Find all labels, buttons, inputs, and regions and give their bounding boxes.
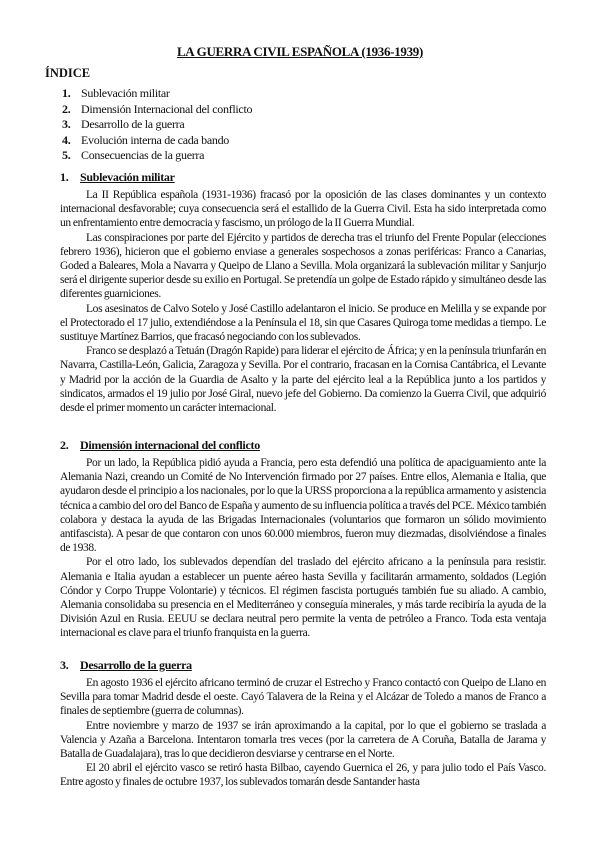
section-number: 2. xyxy=(60,438,69,452)
section-number: 3. xyxy=(60,658,69,672)
index-item xyxy=(62,117,252,133)
index-item xyxy=(62,102,252,118)
paragraph: Franco se desplazó a Tetuán (Dragón Rapide) para liderar el ejército de África; y en la península triunfarán en Navarra, Castilla-León, Galicia, Zaragoza y Sevilla. Por el contrario, fracasan en la Cornisa Cantábrica, el Levante y Madrid por la acción de la Guardia de Asalto y la parte del ejército leal a la República junto a los partidos y sindicatos, armados el 19 julio por José Giral, nuevo jefe del Gobierno. Da comienzo la Guerra Civil, que adquirió desde el primer momento un carácter internacional. xyxy=(60,345,546,415)
index-item xyxy=(62,133,252,149)
index-item-number: 4. xyxy=(62,132,71,147)
paragraph: Los asesinatos de Calvo Sotelo y José Castillo adelantaron el inicio. Se produce en Melilla y se expande por el Protectorado el 17 julio, extendiéndose a la Península el 18, sin que Casares Quiroga tome medidas a tiempo. Le sustituye Martínez Barrios, que fracasó negociando con los sublevados. xyxy=(60,302,546,344)
index-item-number: 5. xyxy=(62,148,71,162)
index-item xyxy=(62,148,252,164)
index-item-label: Sublevación militar xyxy=(81,86,170,100)
section-number: 1. xyxy=(60,170,69,184)
index-heading: ÍNDICE xyxy=(45,66,91,80)
paragraph: Por el otro lado, los sublevados dependían del traslado del ejército africano a la península para resistir. Alemania e Italia ayudan a establecer un puente aéreo hasta Sevilla y facilitarán armamento, soldados (Legión Cóndor y Corpo Truppe Volontarie) y técnicos. El régimen fascista portugués también fue su aliado. A cambio, Alemania consolidaba su presencia en el Mediterráneo y conseguía minerales, y más tarde recibiría la ayuda de la División Azul en Rusia. EEUU se declara neutral pero permite la venta de petróleo a Franco. Toda esta ventaja internacional es clave para el triunfo franquista en la guerra. xyxy=(60,556,546,640)
index-list xyxy=(62,86,252,164)
section-sublevacion xyxy=(60,170,546,415)
section-dimension-internacional xyxy=(60,438,546,641)
index-item xyxy=(62,86,252,102)
index-item-label: Evolución interna de cada bando xyxy=(81,132,229,147)
document-title: LA GUERRA CIVIL ESPAÑOLA (1936-1939) xyxy=(176,44,424,59)
section-title: Sublevación militar xyxy=(80,170,175,184)
paragraph: El 20 abril el ejército vasco se retiró hasta Bilbao, cayendo Guernica el 26, y para julio todo el País Vasco. Entre agosto y finales de octubre 1937, los sublevados tomarán desde Santander hasta xyxy=(60,762,546,789)
index-item-number: 2. xyxy=(62,101,71,116)
paragraph: Entre noviembre y marzo de 1937 se irán aproximando a la capital, por lo que el gobierno se traslada a Valencia y Azaña a Barcelona. Intentaron tomarla tres veces (por la carretera de A Coruña, Batalla de Jarama y Batalla de Guadalajara), tras lo que decidieron desviarse y centrarse en el Norte. xyxy=(60,719,546,761)
section-heading xyxy=(60,170,546,185)
index-item-number: 3. xyxy=(62,117,71,131)
index-item-number: 1. xyxy=(62,86,71,100)
section-desarrollo-guerra xyxy=(60,658,546,790)
section-heading xyxy=(60,658,546,673)
index-item-label: Desarrollo de la guerra xyxy=(81,117,185,131)
index-item-label: Consecuencias de la guerra xyxy=(81,148,205,162)
section-title: Desarrollo de la guerra xyxy=(80,658,192,672)
section-title: Dimensión internacional del conflicto xyxy=(80,438,260,452)
paragraph: La II República española (1931-1936) fracasó por la oposición de las clases dominantes y un contexto internacional desfavorable; cuya consecuencia será el estallido de la Guerra Civil. Esta ha sido interpretada como un enfrentamiento entre democracia y fascismo, un prólogo de la II Guerra Mundial. xyxy=(60,189,546,230)
paragraph: En agosto 1936 el ejército africano terminó de cruzar el Estrecho y Franco contactó con Queipo de Llano en Sevilla para tomar Madrid desde el oeste. Cayó Talavera de la Reina y el Alcázar de Toledo a manos de Franco a finales de septiembre (guerra de columnas). xyxy=(60,677,546,718)
index-item-label: Dimensión Internacional del conflicto xyxy=(81,101,253,116)
section-heading xyxy=(60,438,546,453)
paragraph: Las conspiraciones por parte del Ejército y partidos de derecha tras el triunfo del Frente Popular (elecciones febrero 1936), hicieron que el gobierno enviase a generales sospechosos a zonas periféricas: Franco a Canarias, Goded a Baleares, Mola a Navarra y Queipo de Llano a Sevilla. Mola organizará la sublevación militar y Sanjurjo será el dirigente superior desde su exilio en Portugal. Se pretendía un golpe de Estado rápido y simultáneo desde las diferentes guarniciones. xyxy=(60,231,546,301)
paragraph: Por un lado, la República pidió ayuda a Francia, pero esta defendió una política de apaciguamiento ante la Alemania Nazi, creando un Comité de No Intervención firmado por 27 países. Entre ellos, Alemania e Italia, que ayudaron desde el principio a los nacionales, por lo que la URSS proporciona a la república armamento y asistencia técnica a cambio del oro del Banco de España y aumento de su influencia política a través del PCE. México también colabora y destaca la ayuda de las Brigadas Internacionales (voluntarios que formaron un sólido movimiento antifascista). A pesar de que contaron con unos 60.000 miembros, fueron muy diezmadas, disolviéndose a finales de 1938. xyxy=(60,457,546,555)
